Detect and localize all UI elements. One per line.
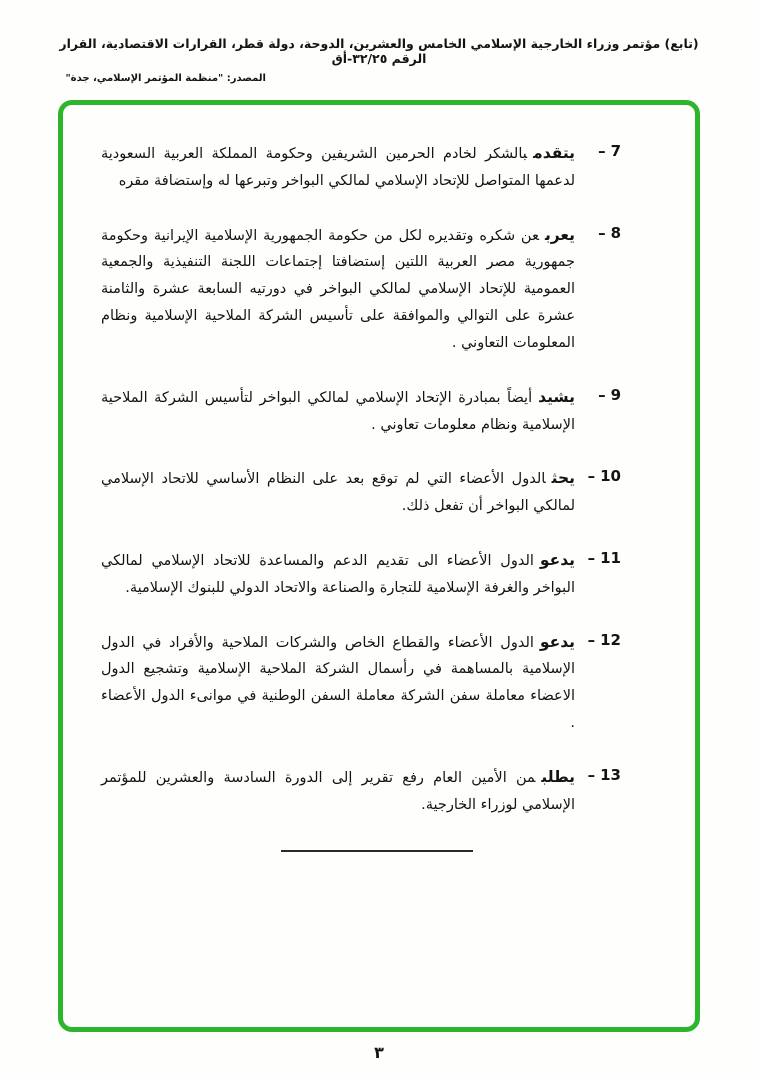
- source-line: المصدر: "منظمة المؤتمر الإسلامي، جدة": [65, 73, 266, 84]
- header-title-line: (تابع) مؤتمر وزراء الخارجية الإسلامي الخامس والعشرين، الدوحة، دولة قطر، القرارات الاقتصادية، القرار الرقم ٣٢/٢٥-أق: [59, 36, 699, 66]
- item-marker: [575, 221, 621, 357]
- item-number: 8: [610, 223, 621, 242]
- item-lead-word: يتقدم: [533, 144, 575, 162]
- item-body-text: عن شكره وتقديره لكل من حكومة الجمهورية الإسلامية الإيرانية وحكومة جمهورية مصر العربية اللتين إستضافتا إجتماعات اللجنة التنفيذية والجمعية العمومية للإتحاد الإسلامي لمالكي البواخر في دورتيه السابعة عشرة والثامنة عشرة على التوالي والموافقة على تأسيس الشركة الملاحية الإسلامية ونظام المعلومات التعاوني .: [101, 227, 575, 351]
- item-paragraph: [99, 546, 575, 602]
- document-header: [0, 0, 758, 84]
- resolution-item: [99, 221, 621, 357]
- item-paragraph: [99, 628, 575, 737]
- item-lead-word: يطلب: [541, 767, 575, 786]
- resolution-item: [99, 464, 621, 520]
- item-dash: –: [598, 223, 606, 242]
- item-lead-word: يحث: [551, 469, 575, 488]
- item-dash: –: [587, 548, 596, 567]
- item-body-text: من الأمين العام رفع تقرير إلى الدورة السادسة والعشرين للمؤتمر الإسلامي لوزراء الخارجية.: [101, 769, 575, 813]
- item-dash: –: [587, 467, 596, 486]
- item-number: 10: [600, 467, 621, 486]
- resolution-item: [99, 763, 621, 819]
- item-number: 7: [610, 142, 621, 160]
- item-lead-word: يدعو: [539, 550, 575, 569]
- item-body-text: بالشكر لخادم الحرمين الشريفين وحكومة المملكة العربية السعودية لدعمها المتواصل للإتحاد الإسلامي لمالكي البواخر وتبرعها له وإستضافة مقره: [101, 146, 575, 189]
- item-body-text: الدول الأعضاء التي لم توقع بعد على النظام الأساسي للاتحاد الإسلامي لمالكي البواخر أن تفعل ذلك.: [101, 471, 575, 515]
- item-dash: –: [598, 385, 606, 404]
- item-number: 12: [600, 630, 621, 649]
- item-dash: –: [587, 630, 596, 649]
- item-dash: –: [598, 142, 606, 160]
- item-marker: [575, 383, 621, 439]
- item-paragraph: [99, 464, 575, 520]
- item-paragraph: [99, 763, 575, 819]
- item-paragraph: [99, 383, 575, 439]
- resolution-item: [99, 546, 621, 602]
- item-lead-word: يشيد: [538, 387, 575, 406]
- page-number: ٣: [374, 1043, 384, 1062]
- item-body-text: أيضاً بمبادرة الإتحاد الإسلامي لمالكي البواخر لتأسيس الشركة الملاحية الإسلامية ونظام معلومات تعاوني .: [101, 389, 575, 433]
- item-marker: [575, 464, 621, 520]
- item-lead-word: يعرب: [544, 225, 575, 244]
- item-body-text: الدول الأعضاء والقطاع الخاص والشركات الملاحية والأفراد في الدول الإسلامية بالمساهمة في رأسمال الشركة الملاحية الإسلامية وتشجيع الدول الاعضاء معاملة سفن الشركة معاملة السفن الوطنية في موانىء الدول الأعضاء .: [101, 634, 575, 731]
- resolution-item: [99, 628, 621, 737]
- item-dash: –: [587, 765, 596, 784]
- item-body-text: الدول الأعضاء الى تقديم الدعم والمساعدة للاتحاد الإسلامي لمالكي البواخر والغرفة الإسلامية للتجارة والصناعة والاتحاد الدولي للبنوك الإسلامية.: [101, 552, 575, 596]
- item-marker: [575, 546, 621, 602]
- item-marker: [575, 139, 621, 195]
- item-marker: [575, 763, 621, 819]
- item-paragraph: [99, 221, 575, 357]
- item-number: 9: [610, 385, 621, 404]
- green-border-frame: [58, 100, 700, 1032]
- signature-divider-line: [281, 850, 473, 852]
- item-paragraph: [99, 139, 575, 195]
- item-number: 13: [600, 765, 621, 784]
- resolution-item: [99, 383, 621, 439]
- item-number: 11: [600, 548, 621, 567]
- resolution-item: [99, 139, 621, 195]
- item-lead-word: يدعو: [539, 632, 575, 651]
- item-marker: [575, 628, 621, 737]
